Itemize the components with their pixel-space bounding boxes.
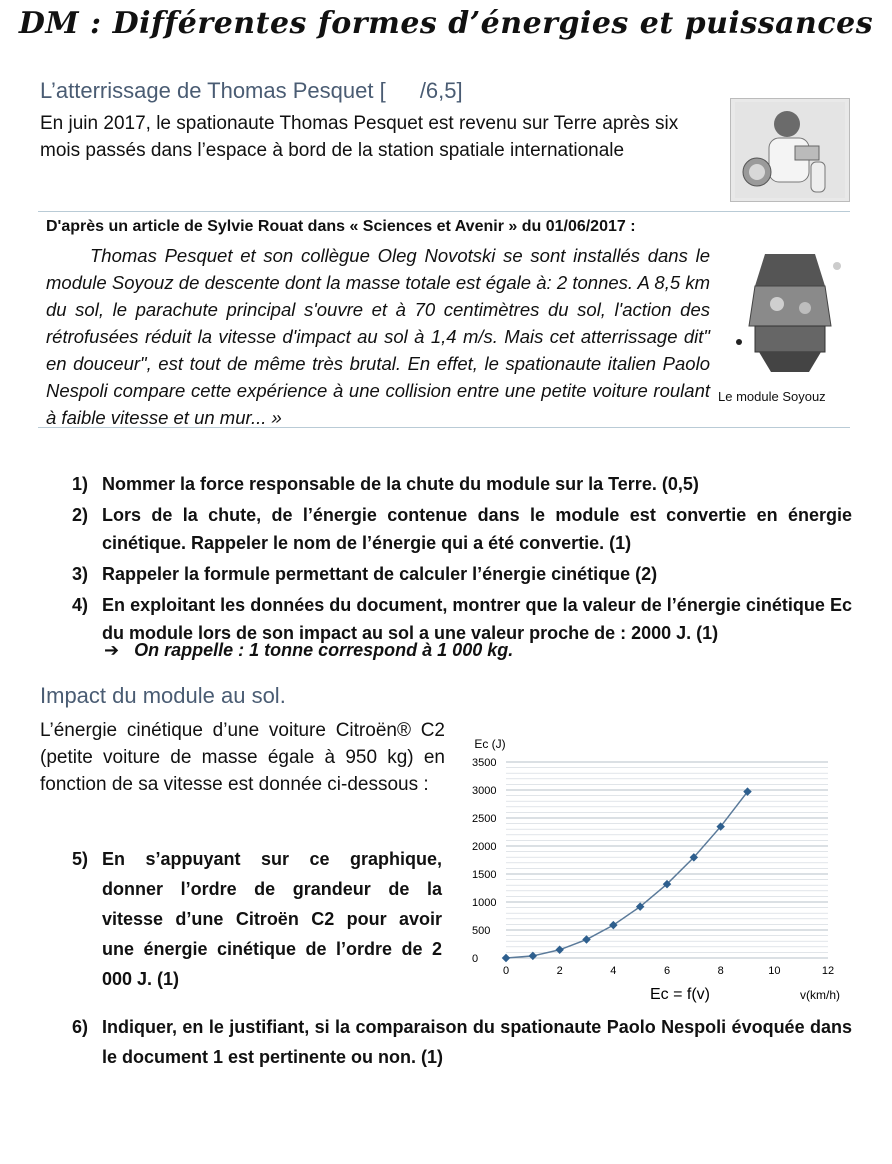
y-tick-label: 1500 bbox=[472, 869, 497, 881]
chart-x-label: v(km/h) bbox=[800, 988, 840, 1002]
question-text: Nommer la force responsable de la chute du module sur la Terre. (0,5) bbox=[102, 474, 699, 494]
remark-text: On rappelle : 1 tonne correspond à 1 000 kg. bbox=[134, 640, 514, 660]
chart-points bbox=[502, 787, 752, 962]
x-tick-label: 8 bbox=[717, 965, 724, 977]
kinetic-energy-chart bbox=[452, 732, 852, 1012]
question-3 bbox=[72, 560, 852, 588]
x-tick-label: 10 bbox=[768, 965, 781, 977]
y-tick-label: 500 bbox=[472, 925, 491, 937]
question-number: 4) bbox=[72, 595, 89, 615]
section1-intro bbox=[40, 110, 720, 164]
right-arrow-icon: ➔ bbox=[104, 640, 120, 660]
chart-grid bbox=[506, 762, 828, 958]
soyuz-photo bbox=[725, 246, 853, 380]
question-number: 1) bbox=[72, 474, 89, 494]
chart-data-point bbox=[582, 935, 590, 943]
x-tick-label: 4 bbox=[610, 965, 617, 977]
question-text: En s’appuyant sur ce graphique, donner l’ordre de grandeur de la vitesse d’une Citroën C2 pour avoir une énergie cinétique de l’ordre de 2 000 J. (1) bbox=[102, 849, 442, 989]
question-1 bbox=[72, 470, 852, 498]
question-text: Indiquer, en le justifiant, si la comparaison du spationaute Paolo Nespoli évoquée dans le document 1 est pertinente ou non. (1) bbox=[102, 1017, 852, 1067]
question-number: 2) bbox=[72, 505, 89, 525]
section1-heading bbox=[40, 78, 463, 104]
y-tick-label: 3000 bbox=[472, 785, 497, 797]
question-6 bbox=[72, 1012, 852, 1072]
chart-y-label: Ec (J) bbox=[474, 737, 506, 751]
section2-heading: Impact du module au sol. bbox=[40, 683, 286, 708]
intro-line-2: mois passés dans l’espace à bord de la station spatiale internationale bbox=[40, 140, 625, 161]
astronaut-icon bbox=[735, 102, 845, 198]
astronaut-photo bbox=[730, 98, 850, 202]
question-2 bbox=[72, 501, 852, 557]
x-tick-label: 6 bbox=[663, 965, 671, 977]
y-tick-label: 3500 bbox=[472, 757, 497, 769]
question-number: 6) bbox=[72, 1017, 89, 1037]
section1-heading-text: L’atterrissage de Thomas Pesquet [ bbox=[40, 78, 386, 103]
remark bbox=[104, 640, 513, 661]
soyuz-caption: Le module Soyouz bbox=[718, 389, 826, 404]
chart-title: Ec = f(v) bbox=[649, 986, 711, 1003]
section2-intro: L’énergie cinétique d’une voiture Citroën® C2 (petite voiture de masse égale à 950 kg) en fonction de sa vitesse est donnée ci-dessous : bbox=[40, 720, 445, 795]
y-tick-label: 2500 bbox=[472, 813, 497, 825]
y-tick-label: 1000 bbox=[472, 897, 497, 909]
page-title: DM : Différentes formes d’énergies et puissances bbox=[18, 6, 874, 41]
chart-data-point bbox=[502, 954, 510, 962]
chart-data-point bbox=[609, 921, 617, 929]
x-tick-label: 0 bbox=[502, 965, 510, 977]
question-list bbox=[72, 470, 852, 647]
article-text: Thomas Pesquet et son collègue Oleg Novotski se sont installés dans le module Soyouz de descente dont la masse totale est égale à: 2 tonnes. A 8,5 km du sol, le parachute principal s'ouvre et à 70 centimètres du sol, l'action des rétrofusées réduit la vitesse d'impact au sol à 1,4 m/s. Mais cet atterrissage dit" en douceur", est tout de même très brutal. En effet, le spationaute italien Paolo Nespoli compare cette expérience à une collision entre une petite voiture roulant à faible vitesse et un mur... » bbox=[46, 245, 710, 428]
y-tick-label: 2000 bbox=[472, 841, 497, 853]
x-tick-label: 2 bbox=[556, 965, 563, 977]
question-number: 3) bbox=[72, 564, 89, 584]
question-5 bbox=[72, 844, 442, 994]
question-text: En exploitant les données du document, montrer que la valeur de l’énergie cinétique Ec du module lors de son impact au sol a une valeur proche de : 2000 J. (1) bbox=[102, 595, 852, 643]
intro-line-1: En juin 2017, le spationaute Thomas Pesquet est revenu sur Terre après six bbox=[40, 113, 679, 134]
question-text: Lors de la chute, de l’énergie contenue dans le module est convertie en énergie cinétique. Rappeler le nom de l’énergie qui a été convertie. (1) bbox=[102, 505, 852, 553]
question-number: 5) bbox=[72, 849, 89, 869]
x-tick-label: 12 bbox=[821, 965, 835, 977]
chart-series-line bbox=[506, 792, 748, 958]
y-tick-label: 0 bbox=[472, 953, 479, 965]
question-4 bbox=[72, 591, 852, 647]
chart-data-point bbox=[529, 952, 537, 960]
section1-score: /6,5] bbox=[419, 78, 463, 103]
question-text: Rappeler la formule permettant de calculer l’énergie cinétique (2) bbox=[102, 564, 658, 584]
article-top-rule bbox=[38, 211, 850, 212]
article-source: D'après un article de Sylvie Rouat dans « Sciences et Avenir » du 01/06/2017 : bbox=[46, 218, 636, 235]
soyuz-module-icon bbox=[725, 246, 853, 380]
